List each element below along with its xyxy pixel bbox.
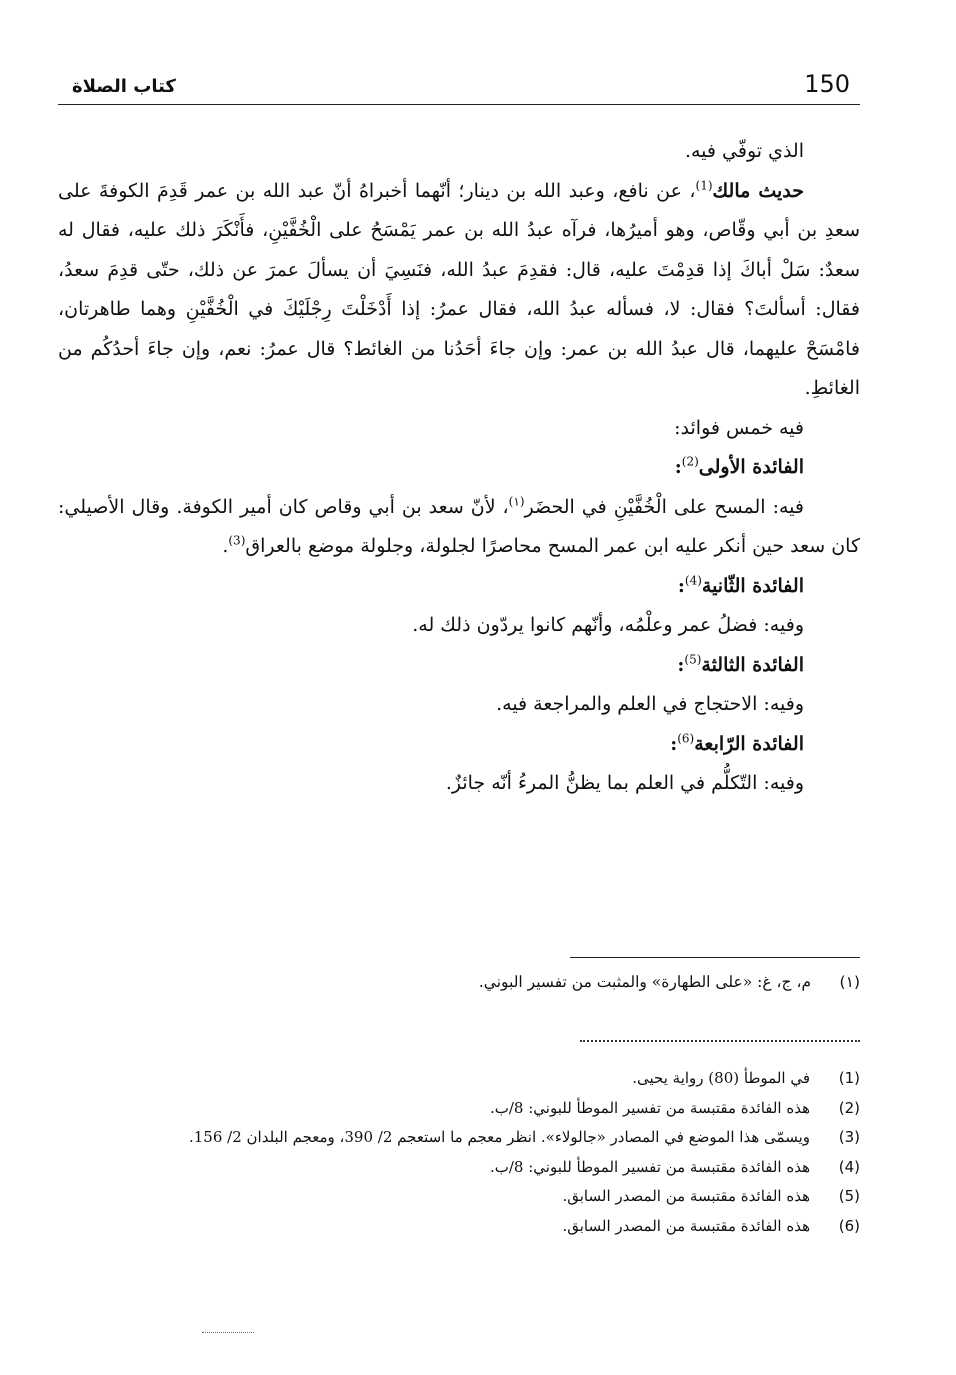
intro-line: الذي توفّي فيه. — [684, 140, 804, 162]
editor-note-number: (١) — [839, 973, 860, 991]
hadith-label: حديث مالك — [712, 179, 804, 202]
footnote-number: (5) — [838, 1187, 860, 1205]
sentence-period: . — [222, 535, 229, 557]
heading-colon: : — [677, 653, 685, 676]
book-page — [58, 64, 860, 1344]
footnote-item — [58, 1064, 860, 1094]
footnote-ref-1: (1) — [695, 178, 713, 193]
heading-colon: : — [677, 574, 685, 597]
page-number: 150 — [804, 70, 850, 98]
benefit-4-title: الفائدة الرّابعة — [694, 732, 804, 755]
benefit-2-heading — [58, 567, 860, 607]
footnote-text: هذه الفائدة مقتبسة من تفسير الموطأ للبوني: 8/ب. — [489, 1157, 810, 1176]
footnote-ref-6: (6) — [677, 731, 695, 746]
benefit-1-title: الفائدة الأولى — [698, 456, 804, 478]
footnote-ref-3: (3) — [228, 533, 246, 548]
editor-note-text: م، ج، غ: «على الطهارة» والمثبت من تفسير البوني. — [478, 973, 812, 991]
benefit-3-title: الفائدة الثالثة — [701, 653, 804, 676]
benefit-3-heading — [58, 646, 860, 686]
footnote-item — [58, 1182, 860, 1212]
footnote-number: (1) — [838, 1069, 860, 1087]
benefit-4-heading — [58, 725, 860, 765]
benefit-1-heading — [58, 448, 860, 488]
footnote-text: هذه الفائدة مقتبسة من المصدر السابق. — [562, 1216, 810, 1235]
footnote-number: (6) — [838, 1216, 860, 1235]
benefit-1-paragraph — [58, 488, 860, 567]
benefit-2-title: الفائدة الثّانية — [701, 574, 804, 597]
footnote-separator — [570, 957, 860, 958]
footnote-item — [58, 1212, 860, 1242]
scan-mark — [202, 1332, 254, 1333]
footnote-ref-4: (4) — [684, 573, 702, 588]
footnote-text: ويسمّى هذا الموضع في المصادر «جالولاء». انظر معجم ما استعجم 2/ 390، ومعجم البلدان 2/ 156. — [188, 1128, 810, 1146]
footnote-ref-2: (2) — [681, 454, 699, 469]
benefit-1-text-a: فيه: المسح على الْخُفَّيْنِ في الحضَر — [524, 495, 804, 518]
five-benefits-line: فيه خمس فوائد: — [674, 416, 804, 439]
footnote-item — [58, 1153, 860, 1183]
footnote-number: (4) — [838, 1157, 860, 1176]
heading-colon: : — [670, 732, 678, 755]
dotted-separator — [580, 1040, 860, 1042]
hadith-paragraph — [58, 172, 860, 409]
footnote-item — [58, 1123, 860, 1153]
page-header — [58, 64, 860, 105]
footnote-ref-5: (5) — [684, 652, 702, 667]
footnote-text: هذه الفائدة مقتبسة من المصدر السابق. — [562, 1187, 810, 1205]
main-text — [58, 132, 860, 804]
benefit-1-text-b: ، لأنّ سعد بن أبي وقاص كان أمير الكوفة. وقال الأصيلي: كان سعد حين أنكر عليه ابن عمر المسح محاصرًا لجلولة، وجلولة موضع بالعراق — [58, 495, 860, 557]
editor-note — [58, 968, 860, 996]
running-title: كتاب الصلاة — [72, 76, 176, 97]
editor-note-ref: (١) — [508, 494, 525, 509]
footnote-text: في الموطأ (80) رواية يحيى. — [632, 1069, 810, 1087]
footnotes-list — [58, 1064, 860, 1241]
benefit-2-text: وفيه: فضلُ عمر وعلْمُه، وأنّهم كانوا يردّون ذلك له. — [412, 614, 804, 636]
footnote-number: (2) — [838, 1098, 860, 1117]
footnote-text: هذه الفائدة مقتبسة من تفسير الموطأ للبوني: 8/ب. — [489, 1098, 810, 1117]
footnote-item — [58, 1094, 860, 1124]
benefit-3-text: وفيه: الاحتجاج في العلم والمراجعة فيه. — [496, 693, 804, 715]
heading-colon: : — [674, 456, 682, 478]
benefit-4-text: وفيه: التّكلُّم في العلم بما يظنُّ المرءُ أنّه جائزٌ. — [445, 772, 804, 794]
footnote-number: (3) — [838, 1128, 860, 1146]
hadith-text: ، عن نافع، وعبد الله بن دينار؛ أنّهما أخبراهُ أنّ عبد الله بن عمر قَدِمَ الكوفةَ على سعدِ بن أبي وقّاص، وهو أميرُها، فرآه عبدُ الله بن عمر يَمْسَحُ على الْخُفَّيْنِ، فأَنْكَرَ ذلك عليه، فقال له سعدٌ: سَلْ أباكَ إذا قدِمْتَ عليه، قال: فقدِمَ عبدُ الله، فنَسِيَ أن يسألَ عمرَ عن ذلك، حتّى قدِمَ سعدُ، فقال: أسألتَ؟ فقال: لا، فسأله عبدُ الله، فقال عمرُ: إذا أَدْخَلْتَ رِجْلَيْكَ في الْخُفَّيْنِ وهما طاهرتان، فامْسَحْ عليهما، قال عبدُ الله بن عمر: وإن جاءَ أحَدُنا من الغائط؟ قال عمرُ: نعم، وإن جاءَ أحدُكُم من الغائطِ. — [58, 179, 860, 399]
